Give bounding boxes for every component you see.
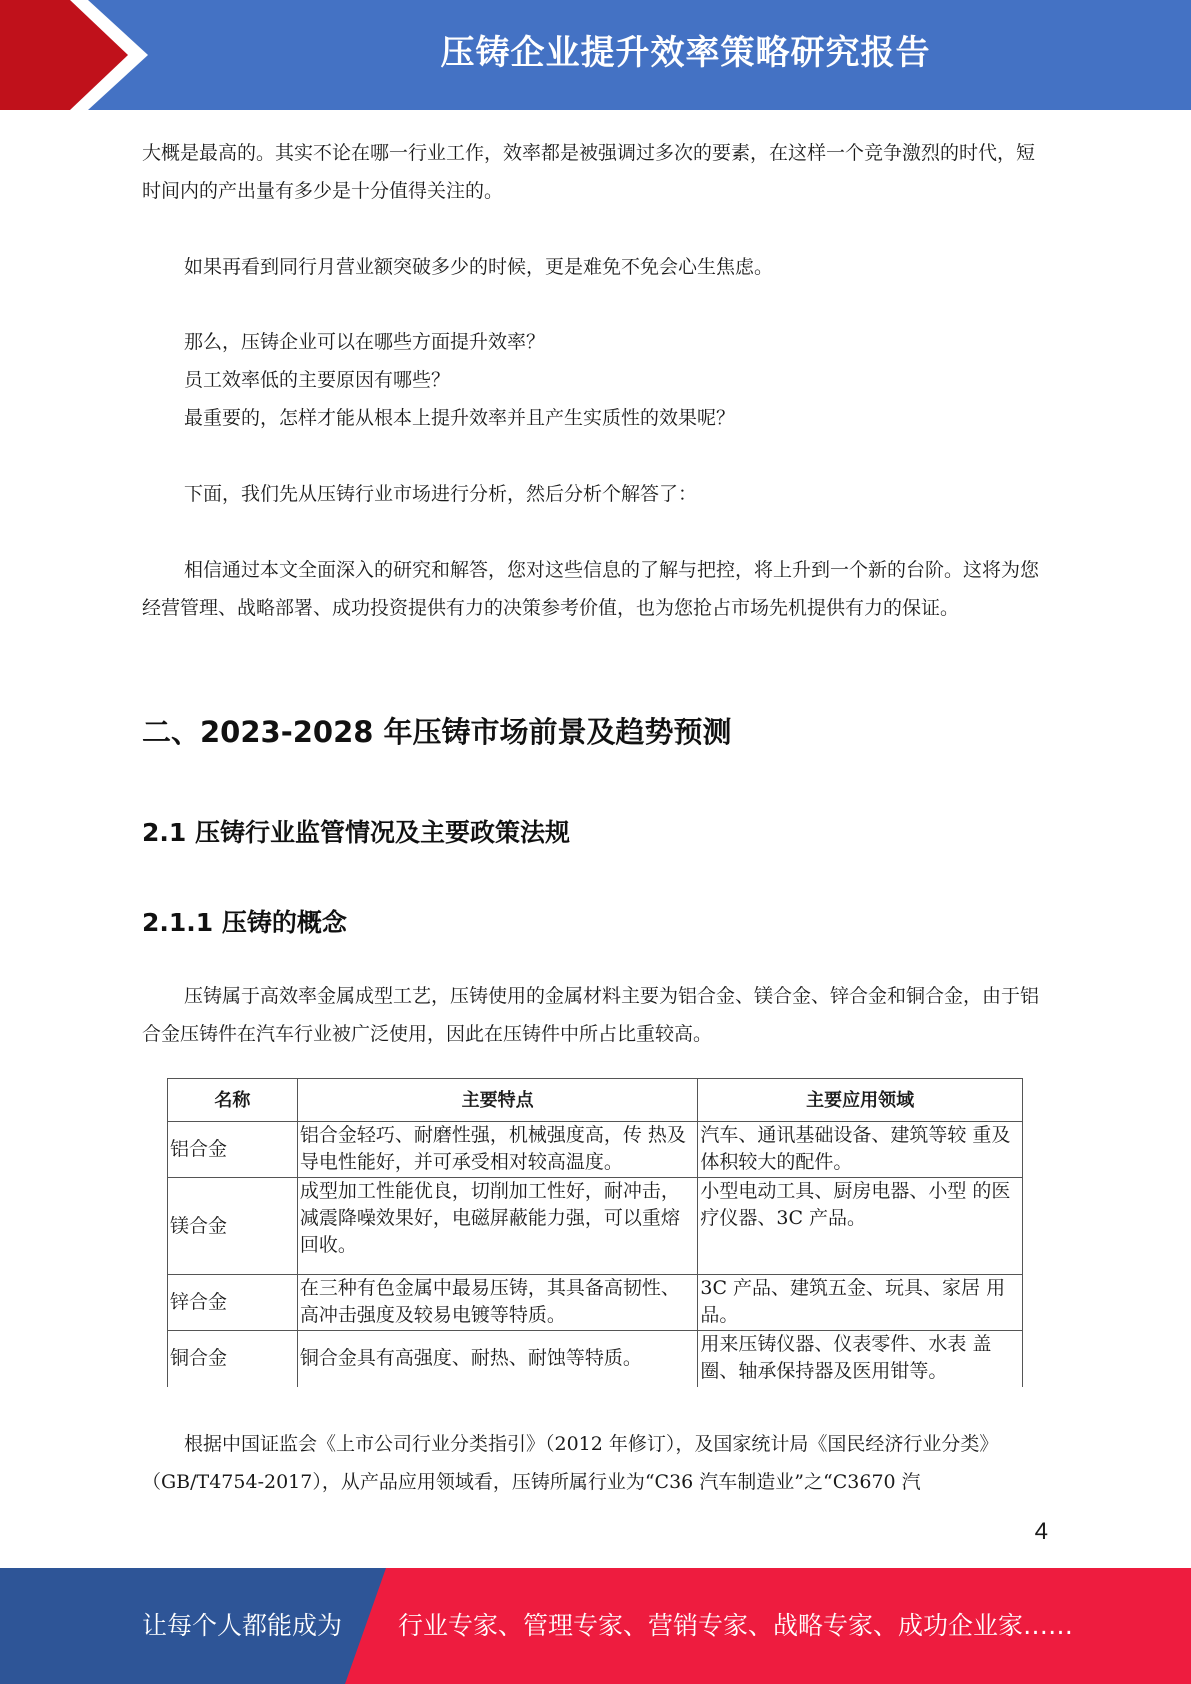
table-row bbox=[168, 1275, 1023, 1331]
page-footer bbox=[0, 1568, 1191, 1684]
table-cell-uses: 3C 产品、建筑五金、玩具、家居 用品。 bbox=[698, 1275, 1023, 1331]
table-cell-features: 铝合金轻巧、耐磨性强，机械强度高，传 热及导电性能好，并可承受相对较高温度。 bbox=[297, 1122, 698, 1178]
table-header-features: 主要特点 bbox=[297, 1079, 698, 1122]
subsection-heading: 2.1 压铸行业监管情况及主要政策法规 bbox=[142, 818, 570, 847]
paragraph-2: 如果再看到同行月营业额突破多少的时候，更是难免不免会心生焦虑。 bbox=[184, 256, 774, 278]
table-header-name: 名称 bbox=[168, 1079, 298, 1122]
footer-slogan-right: 行业专家、管理专家、营销专家、战略专家、成功企业家…… bbox=[398, 1611, 1074, 1640]
table-cell-uses: 小型电动工具、厨房电器、小型 的医疗仪器、3C 产品。 bbox=[698, 1178, 1023, 1275]
table-cell-name: 铝合金 bbox=[168, 1122, 298, 1178]
header-title: 压铸企业提升效率策略研究报告 bbox=[440, 33, 931, 73]
table-row bbox=[168, 1178, 1023, 1275]
alloy-table bbox=[167, 1078, 1023, 1387]
question-3: 最重要的，怎样才能从根本上提升效率并且产生实质性的效果呢？ bbox=[184, 407, 736, 429]
subsubsection-heading: 2.1.1 压铸的概念 bbox=[142, 908, 347, 937]
question-1: 那么，压铸企业可以在哪些方面提升效率？ bbox=[184, 331, 546, 353]
footer-slogan-left: 让每个人都能成为 bbox=[142, 1611, 343, 1640]
section-heading: 二、2023-2028 年压铸市场前景及趋势预测 bbox=[142, 715, 732, 749]
page-number: 4 bbox=[1034, 1518, 1048, 1545]
page-header bbox=[0, 0, 1191, 110]
table-cell-name: 锌合金 bbox=[168, 1275, 298, 1331]
table-row bbox=[168, 1122, 1023, 1178]
paragraph-1: 大概是最高的。其实不论在哪一行业工作，效率都是被强调过多次的要素，在这样一个竞争激烈的时代，短时间内的产出量有多少是十分值得关注的。 bbox=[142, 142, 1036, 202]
table-cell-features: 铜合金具有高强度、耐热、耐蚀等特质。 bbox=[297, 1331, 698, 1387]
table-header-uses: 主要应用领域 bbox=[698, 1079, 1023, 1122]
question-2: 员工效率低的主要原因有哪些？ bbox=[184, 369, 451, 391]
header-arrow-decoration bbox=[0, 0, 200, 110]
paragraph-5: 压铸属于高效率金属成型工艺，压铸使用的金属材料主要为铝合金、镁合金、锌合金和铜合金，由于铝合金压铸件在汽车行业被广泛使用，因此在压铸件中所占比重较高。 bbox=[142, 985, 1040, 1045]
table-cell-name: 铜合金 bbox=[168, 1331, 298, 1387]
table-cell-uses: 汽车、通讯基础设备、建筑等较 重及体积较大的配件。 bbox=[698, 1122, 1023, 1178]
table-cell-uses: 用来压铸仪器、仪表零件、水表 盖圈、轴承保持器及医用钳等。 bbox=[698, 1331, 1023, 1387]
table-cell-features: 成型加工性能优良，切削加工性好，耐冲击，减震降噪效果好，电磁屏蔽能力强，可以重熔回收。 bbox=[297, 1178, 698, 1275]
table-cell-name: 镁合金 bbox=[168, 1178, 298, 1275]
paragraph-4: 相信通过本文全面深入的研究和解答，您对这些信息的了解与把控，将上升到一个新的台阶。这将为您经营管理、战略部署、成功投资提供有力的决策参考价值，也为您抢占市场先机提供有力的保证。 bbox=[142, 559, 1040, 619]
table-cell-features: 在三种有色金属中最易压铸，其具备高韧性、高冲击强度及较易电镀等特质。 bbox=[297, 1275, 698, 1331]
paragraph-6: 根据中国证监会《上市公司行业分类指引》（2012 年修订），及国家统计局《国民经济行业分类》（GB/T4754-2017），从产品应用领域看，压铸所属行业为“C36 汽车制造业”之“C3670 汽 bbox=[142, 1433, 999, 1493]
paragraph-3: 下面，我们先从压铸行业市场进行分析，然后分析个解答了： bbox=[184, 483, 698, 505]
table-row bbox=[168, 1331, 1023, 1387]
table-header-row bbox=[168, 1079, 1023, 1122]
